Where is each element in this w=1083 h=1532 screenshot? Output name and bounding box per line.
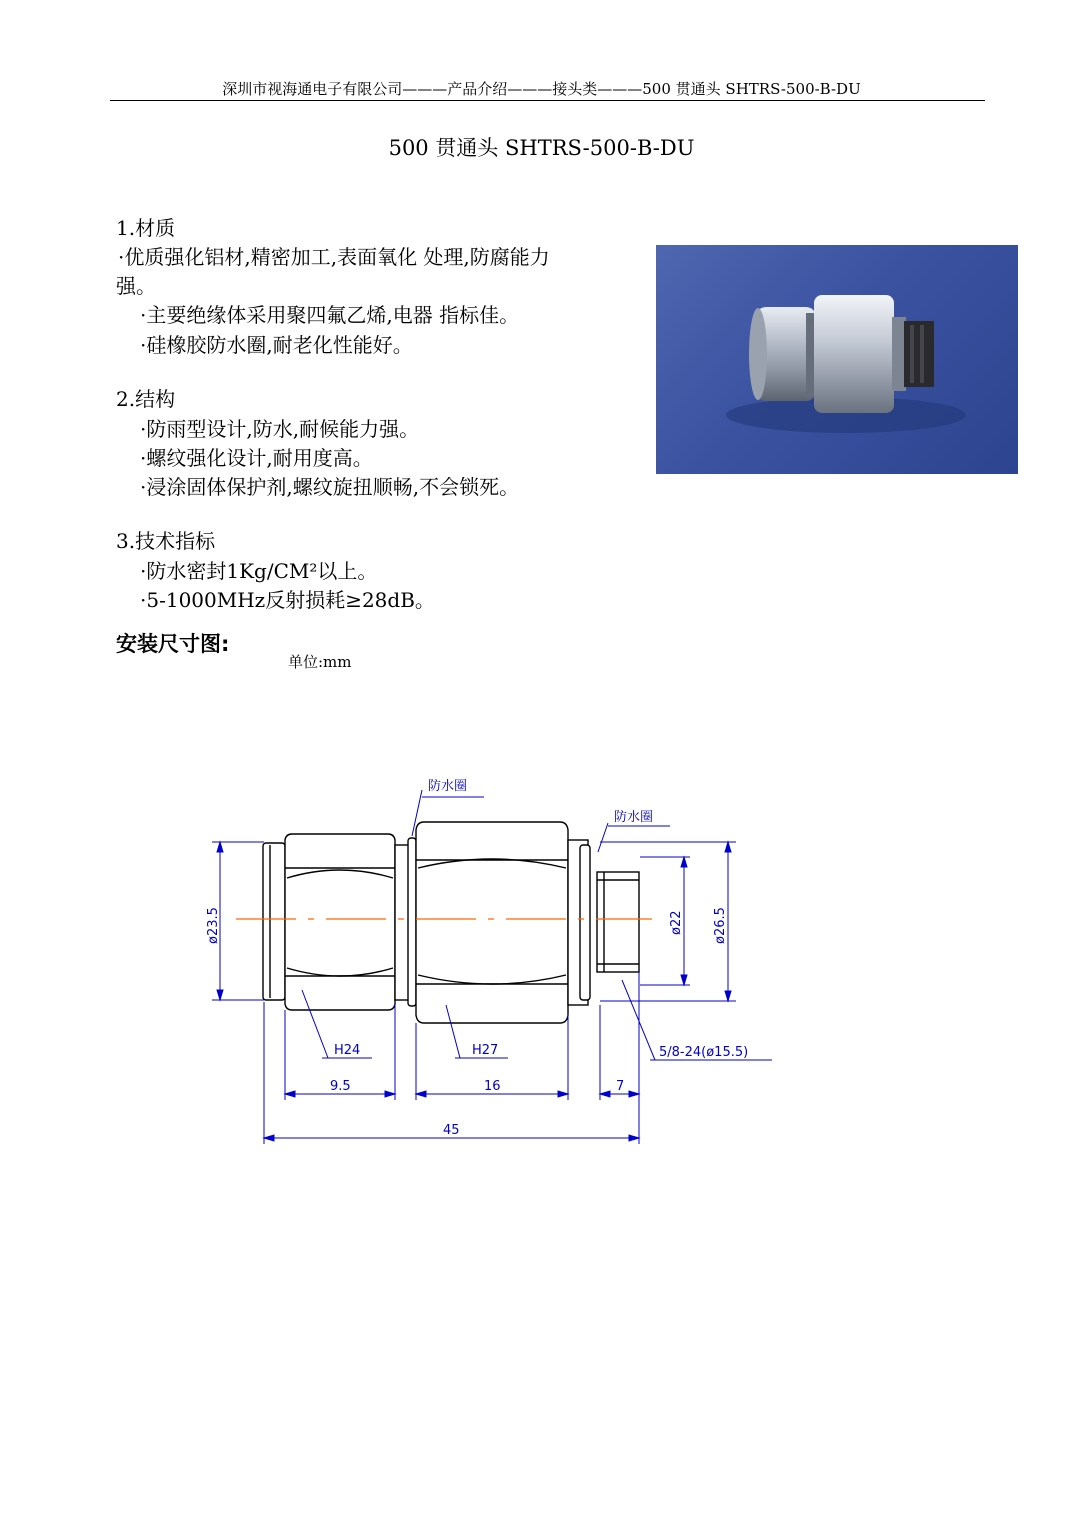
thread-label: 5/8-24(ø15.5) <box>659 1045 749 1060</box>
specs-line-2: ·5-1000MHz反射损耗≥28dB。 <box>140 588 435 612</box>
left-collar <box>263 843 285 1000</box>
hex-h24 <box>285 834 395 1010</box>
dim-9-5: 9.5 <box>330 1079 351 1094</box>
seal-label-2: 防水圈 <box>614 810 654 825</box>
unit-label: 单位:mm <box>288 653 352 671</box>
seal-ring-1 <box>408 838 416 1006</box>
structure-line-2: ·螺纹强化设计,耐用度高。 <box>140 446 373 470</box>
material-heading: 1.材质 <box>116 216 176 240</box>
seal-label-1: 防水圈 <box>428 779 468 794</box>
install-heading: 安装尺寸图: <box>116 632 230 656</box>
structure-line-1: ·防雨型设计,防水,耐候能力强。 <box>140 417 420 441</box>
dim-dia-left: ø23.5 <box>206 907 221 944</box>
specs-line-1: ·防水密封1Kg/CM²以上。 <box>140 559 378 583</box>
running-header: 深圳市视海通电子有限公司———产品介绍———接头类———500 贯通头 SHTRS-500-B-DU <box>222 80 861 98</box>
dim-45: 45 <box>443 1123 460 1138</box>
material-line-3: ·硅橡胶防水圈,耐老化性能好。 <box>140 333 413 357</box>
structure-heading: 2.结构 <box>116 387 176 411</box>
material-line-1: ·优质强化铝材,精密加工,表面氧化 处理,防腐能力 <box>118 245 550 269</box>
hex-h27-label: H27 <box>472 1043 499 1058</box>
dim-dia-22: ø22 <box>669 910 684 935</box>
page-title: 500 贯通头 SHTRS-500-B-DU <box>388 136 695 160</box>
specs-heading: 3.技术指标 <box>116 529 216 553</box>
hex-h24-label: H24 <box>334 1043 361 1058</box>
hex-h27 <box>416 822 568 1023</box>
seal-ring-2 <box>580 845 590 1000</box>
dim-7: 7 <box>616 1079 625 1094</box>
dim-dia-right: ø26.5 <box>713 907 728 944</box>
dim-16: 16 <box>484 1079 501 1094</box>
material-line-2: ·主要绝缘体采用聚四氟乙烯,电器 指标佳。 <box>140 303 520 327</box>
material-line-1-cont: 强。 <box>116 274 156 298</box>
structure-line-3: ·浸涂固体保护剂,螺纹旋扭顺畅,不会锁死。 <box>140 475 520 499</box>
